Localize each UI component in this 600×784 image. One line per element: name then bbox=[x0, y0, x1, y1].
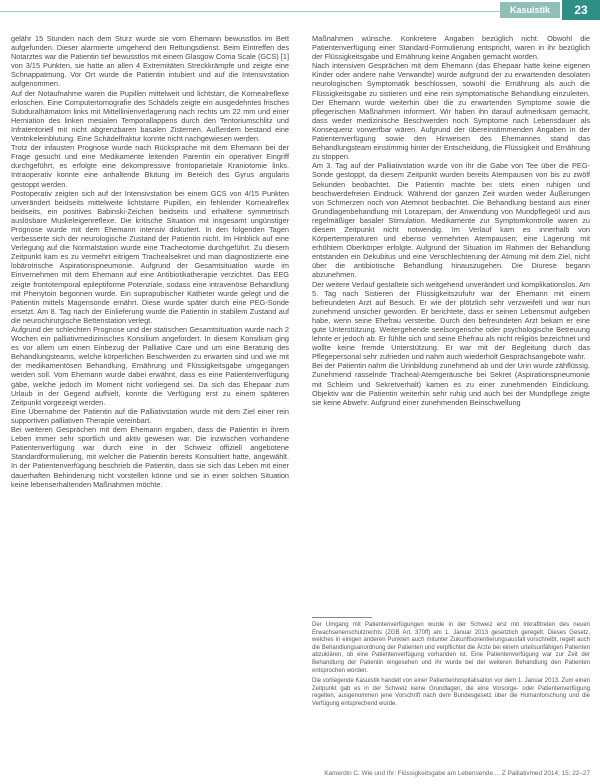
body-paragraph: Bei der Patientin nahm die Urinbildung zunehmend ab und der Urin wurde zähflüssig. Zunehmend rasselnde Tracheal-Atemgeräusche bei Sekret (Aspirationspneumonie mit Schleim und Sekretverhalt) kamen es zu einer zunehmenden Eindickung. Objektiv war die Patientin weiterhin sehr ruhig und auch bei der Mundpflege zeigte sie keine Abwehr. Aufgrund einer zunehmenden Beinschwellung bbox=[312, 361, 590, 407]
header-rule bbox=[0, 11, 530, 12]
body-paragraph: Maßnahmen wünsche. Konkretere Angaben bezüglich nicht. Obwohl die Patientenverfügung einer Standard-Formulierung entspricht, waren in ihr bezüglich der Flüssigkeitsgabe und Ernährung keine Angaben gemacht worden. bbox=[312, 34, 590, 62]
body-paragraph: gelähr 15 Stunden nach dem Sturz wurde sie vom Ehemann bewusstlos im Bett aufgefunden. Dieser alarmierte umgehend den Rettungsdienst. Beim Eintreffen des Notarztes war die Patientin tief bewusstlos mit einem Glasgow Coma Scale (GCS) [1] von 3/15 Punkten, sie hatte an allen 4 Extremitäten Streckkrämpfe und zeigte eine Schnappatmung. Vor Ort wurde die Patientin intubiert und auf die Intensivstation aufgenommen. bbox=[11, 34, 289, 89]
body-paragraph: Nach intensiven Gesprächen mit dem Ehemann (das Ehepaar hatte keine eigenen Kinder oder andere nahe Verwandte) wurde aufgrund der zu erwartenden desolaten neurologischen Symptomatik beschlossen, sowohl die Ernährung als auch die Flüssigkeitsgabe zu sistieren und eine rein symptomatische Behandlung einzuleiten. Der Ehemann wurde weiterhin über die zu erwartenden Symptome sowie die pflegerischen Maßnahmen informiert. Wir haben ihn darauf aufmerksam gemacht, dass weder medizinische Beschwerden noch Symptome nach Lebensdauer als Konsequenz vorwerfbar wären. Aufgrund der übereinstimmenden Angaben in der Patientenverfügung sowie den Hinweisen des Ehemannes stand das Behandlungsteam einstimmig hinter der Entscheidung, die Flüssigkeit und Ernährung zu stoppen. bbox=[312, 61, 590, 162]
section-label: Kasuistik bbox=[500, 2, 560, 18]
body-paragraph: Auf der Notaufnahme waren die Pupillen mittelweit und lichtstarr, die Kornealreflexe erloschen. Eine Computertomografie des Schädels zeigte ein ausgedehntes frisches Subduralhämatom links mit Mittellinienverlagerung nach rechts um 22 mm und einer Herniation des linken mesialen Temporallappens durch den Tentoriumschlitz und Infratentoriell mit nicht abgrenzbaren basalen Zisternen. Außerdem bestand eine Ventrikeleinblutung. Eine Schädelfraktur konnte nicht nachgewiesen werden. bbox=[11, 88, 289, 144]
footnote: Der Umgang mit Patientenverfügungen wurde in der Schweiz erst mit Inkrafttreten des neuen Erwachsenenschutzrechts (ZGB Art. 370ff) am 1. Januar 2013 gesetzlich geregelt. Dieses Gesetz, welches in einigen anderen Punkten auch mitunter Zukunftsorientierungsausfall vorschreibt, regelt auch die Behandlungsanordnung der Patienten und verpflichtet die Ärzte bei einem urteilsunfähigen Patienten abzuklären, ob eine Patientenverfügung vorhanden ist. Eine Patientenverfügung war zur Zeit der Behandlung der Patientin eingesehen und ihr wurde bei der weiteren Behandlung den Patienten entsprochen worden. bbox=[312, 622, 590, 674]
left-column bbox=[11, 34, 289, 768]
page-footer-citation: Kamerdin C. Wie und Ihr: Flüssigkeitsgabe am Lebensende ... Z Palliativmed 2014; 15: 22–27 bbox=[324, 770, 590, 777]
footnotes bbox=[312, 617, 590, 712]
body-paragraph: Postoperativ zeigten sich auf der Intensivstation bei einem GCS von 4/15 Punkten unverändert beidseits mittelweite lichtstarre Pupillen, ein fehlender Kornealreflex beidseits, ein positives Babinski-Zeichen beidseits und erhaltene symmetrisch auslösbare Muskeleigenreflexe. Die kritische Situation mit insgesamt ungünstiger Prognose wurde mit dem Ehemann intensiv diskutiert. In den folgenden Tagen verbesserte sich der neurologische Zustand der Patientin nicht. Im Hinblick auf eine Verlegung auf die Normalstation wurde eine Tracheotomie durchgeführt. Zu diesem Zeitpunkt kam es zu vermehrt eitrigem Trachealsekret und man diagnostizierte eine lobärotrische Aspirationspneumonie. Aufgrund der Gesamtsituation wurde im Einvernehmen mit dem Ehemann auf eine Antibiotikatherapie verzichtet. Das EEG zeigte frontotemporal epileptiforme Potenziale, sodass eine intravenöse Behandlung mit Phenytoin begonnen wurde. Ein suprapubischer Katheter wurde gelegt und die Patientin mittels Magensonde ernährt. Diese wurde später durch eine PEG-Sonde ersetzt. Am 8. Tag nach der Einlieferung wurde die Patientin in stabilem Zustand auf die neurochirurgische Bettenstation verlegt. bbox=[11, 188, 289, 325]
body-paragraph: Aufgrund der schlechten Prognose und der statischen Gesamtsituation wurde nach 2 Wochen ein palliativmedizinisches Konsilium angefordert. In diesem Konsilium ging es vor allem um einen Einbezug der Palliative Care und um eine Beratung des Behandlungsteams, welche körperlichen Beschwerden zu erwarten sind und wie mit der medikamentösen Behandlung, Ernährung und Flüssigkeitsgabe umgegangen werden soll. Vom Ehemann wurde dabei erwähnt, dass es eine Patientenverfügung gäbe, welche jedoch im Moment nicht vorliegend sei. Da sich das Ehepaar zum Urlaub in der Gegend aufhielt, konnte die Verfügung erst zu einem späteren Zeitpunkt vorgezeigt werden. bbox=[11, 325, 289, 407]
right-column bbox=[312, 34, 590, 604]
body-paragraph: Trotz der infausten Prognose wurde nach Rücksprache mit dem Ehemann bei der Frage gesucht und eine Medikamente leitenden Parentin ein operativer Eingriff durchgeführt, es erfolgte eine dekompressive frontoparietale Kraniotomie links. Intraoperativ konnte eine anhaltende Blutung im Bereich des Gyrus angularis gestoppt werden. bbox=[11, 143, 289, 189]
page-header bbox=[0, 0, 600, 20]
page-number: 23 bbox=[562, 0, 600, 20]
footnote-rule bbox=[312, 617, 372, 618]
footnote: Die vorliegende Kasuistik handelt von einer Patientenhospitalisation vor dem 1. Januar 2013. Zum einen Zeitpunkt gab es in der Schweiz keine Grundlagen, die eine Vorsorge- oder Patientenverfügung regelten, ausgenommen jene Vorschrift nach dem Bundesgesetz über die Humanforschung und die Verfügung entsprechend wurde. bbox=[312, 678, 590, 707]
body-paragraph: Der weitere Verlauf gestaltete sich weitgehend unverändert und komplikationslos. Am 5. Tag nach Sistieren der Flüssigkeitszufuhr war der Ehemann mit einem befreundeten Arzt auf Besuch. Er wie der plötzlich sehr verzweifelt und war nun zunehmend unsicher geworden. Er berichtete, dass er seinen Lebensmut aufgeben habe, wenn seine Ehefrau versterbe. Durch den befreundeten Arzt bekam er eine gute Unterstützung. Weitergehende seelsorgerische oder psychologische Betreuung lehnte er jedoch ab. Er fühlte sich und seine Ehefrau als nicht religiös bezeichnet und wollte keine fremde Unterstützung. Er war mit der Begleitung durch das Pflegepersonal sehr zufrieden und nahm auch wiederholt Gesprächsangebote wahr. bbox=[312, 279, 590, 362]
body-paragraph: Bei weiteren Gesprächen mit dem Ehemann ergaben, dass die Patientin in ihrem Leben immer sehr sportlich und aktiv gewesen war. Die inzwischen vorhandene Patientenverfügung war durch eine in der Schweiz offiziell angebotene Standardformulierung, mit welcher die Patientin bereits Konsultiert hatte, angewählt. In der Patientenverfügung beschrieb die Patientin, dass sie sich das Leben mit einer dauerhaften Behinderung nicht vorstellen könne und sie in einer solchen Situation keine lebenserhaltenden Maßnahmen möchte. bbox=[11, 425, 289, 489]
body-paragraph: Eine Übernahme der Patientin auf die Palliativstation wurde mit dem Ziel einer rein supportiven palliativen Therapie vereinbart. bbox=[11, 406, 289, 425]
body-paragraph: Am 3. Tag auf der Palliativstation wurde von ihr die Gabe von Tee über die PEG-Sonde gestoppt, da diesem Zeitpunkt wurden bereits Atempausen von bis zu zwölf Sekunden beobachtet. Die Patientin machte bei stets einen ruhigen und beschwerdefreien Eindruck. Während der ganzen Zeit wurden weder Äußerungen von Schmerzen noch von Atemnot beobachtet. Die Behandlung bestand aus einer Grundlagenbehandlung mit Lorazepam, der Anwendung von Mundpflegeöl und aus regelmäßiger basaler Stimulation. Medikamente zur Symptomkontrolle waren zu diesem Zeitpunkt nicht notwendig. Im Verlauf kam es innerhalb von Körpertemperaturen und ebenso vermehrten Atempausen; eine Lagerung mit erhöhtem Oberkörper erfolgte. Aufgrund der Situation im Rahmen der Behandlung entstanden ein Dekubitus und eine Verschlechterung der Atmung mit dem Ziel, nicht über die antibiotische Behandlung hinauszugehen. Die Diurese begann abzunehmen. bbox=[312, 161, 590, 280]
